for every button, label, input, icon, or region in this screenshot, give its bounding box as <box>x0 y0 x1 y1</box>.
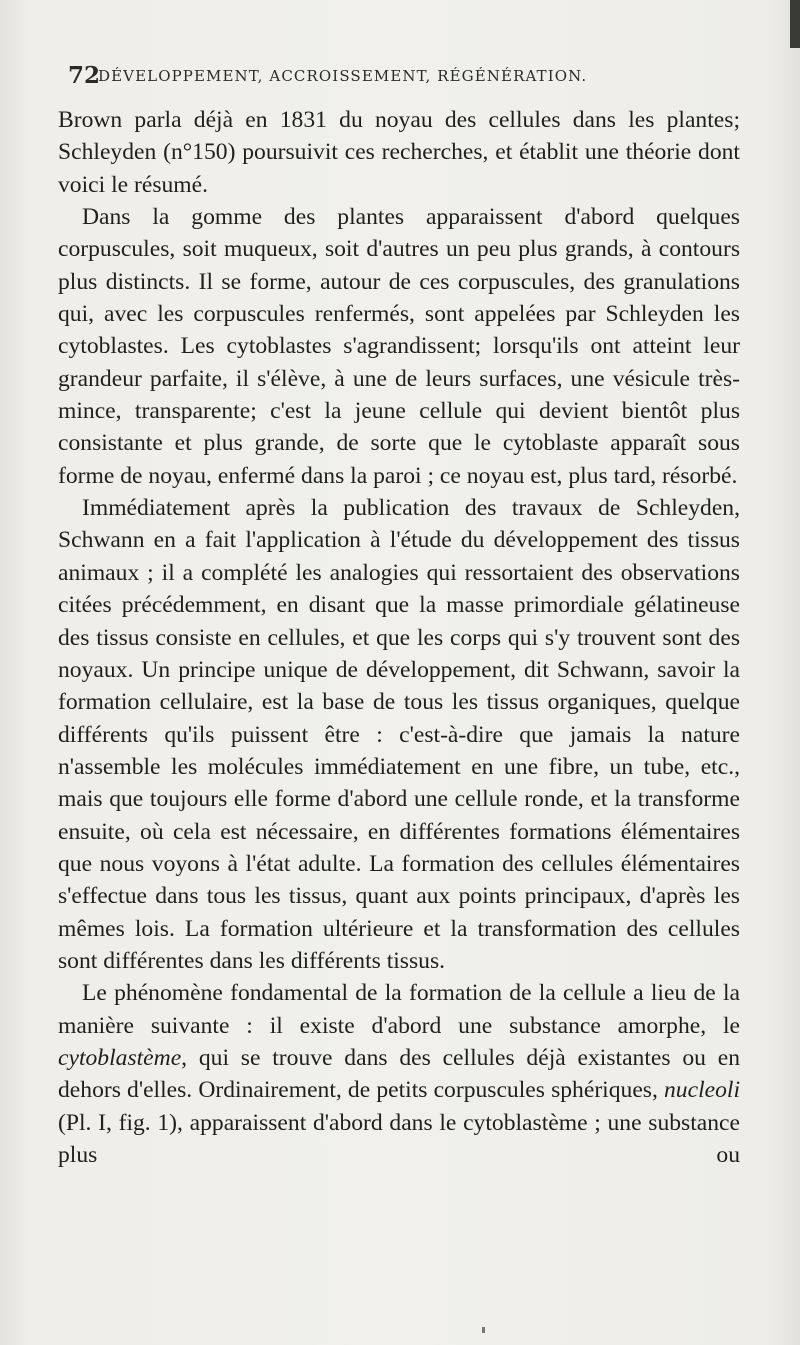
page-edge-mark <box>790 0 800 48</box>
paragraph-4-part-1: Le phénomène fondamental de la formation de la cellule a lieu de la manière suivante : il existe d'abord une substance amorphe, le <box>58 980 740 1039</box>
term-cytoblasteme: cytoblastème <box>58 1044 182 1071</box>
paragraph-2: Dans la gomme des plantes apparaissent d'abord quelques corpuscules, soit muqueux, soit d'autres un peu plus grands, à contours plus distincts. Il se forme, autour de ces corpuscules, des granulations qui, avec les corpuscules renfermés, sont appelées par Schleyden les cytoblastes. Les cytoblastes s'agrandissent; lorsqu'ils ont atteint leur grandeur parfaite, il s'élève, à une de leurs surfaces, une vésicule très-mince, transparente; c'est la jeune cellule qui devient bientôt plus consistante et plus grande, de sorte que le cytoblaste apparaît sous forme de noyau, enfermé dans la paroi ; ce noyau est, plus tard, résorbé. <box>58 204 740 489</box>
paragraph-4-part-3: (Pl. I, fig. 1), apparaissent d'abord dans le cytoblastème ; une substance plus ou <box>58 1109 740 1168</box>
page-header <box>68 60 748 90</box>
paragraph-4 <box>58 977 740 1171</box>
body-text <box>58 104 740 1171</box>
ink-speck <box>482 1327 485 1333</box>
running-title: DÉVELOPPEMENT, ACCROISSEMENT, RÉGÉNÉRATION. <box>98 67 588 85</box>
page-number: 72 <box>68 62 101 89</box>
paragraph-3: Immédiatement après la publication des travaux de Schleyden, Schwann en a fait l'application à l'étude du développement des tissus animaux ; il a complété les analogies qui ressortaient des observations citées précédemment, en disant que la masse primordiale gélatineuse des tissus consiste en cellules, et que les corps qui s'y trouvent sont des noyaux. Un principe unique de développement, dit Schwann, savoir la formation cellulaire, est la base de tous les tissus organiques, quelque différents qu'ils puissent être : c'est-à-dire que jamais la nature n'assemble les molécules immédiatement en une fibre, un tube, etc., mais que toujours elle forme d'abord une cellule ronde, et la transforme ensuite, où cela est nécessaire, en différentes formations élémentaires que nous voyons à l'état adulte. La formation des cellules élémentaires s'effectue dans tous les tissus, quant aux points principaux, d'après les mêmes lois. La formation ultérieure et la transformation des cellules sont différentes dans les différents tissus. <box>58 495 740 974</box>
term-nucleoli: nucleoli <box>664 1077 740 1104</box>
paragraph-4-part-2: , qui se trouve dans des cellules déjà existantes ou en dehors d'elles. Ordinairement, de petits corpuscules sphériques, <box>58 1044 740 1104</box>
paragraph-1: Brown parla déjà en 1831 du noyau des cellules dans les plantes; Schleyden (n°150) poursuivit ces recherches, et établit une théorie dont voici le résumé. <box>58 107 740 198</box>
